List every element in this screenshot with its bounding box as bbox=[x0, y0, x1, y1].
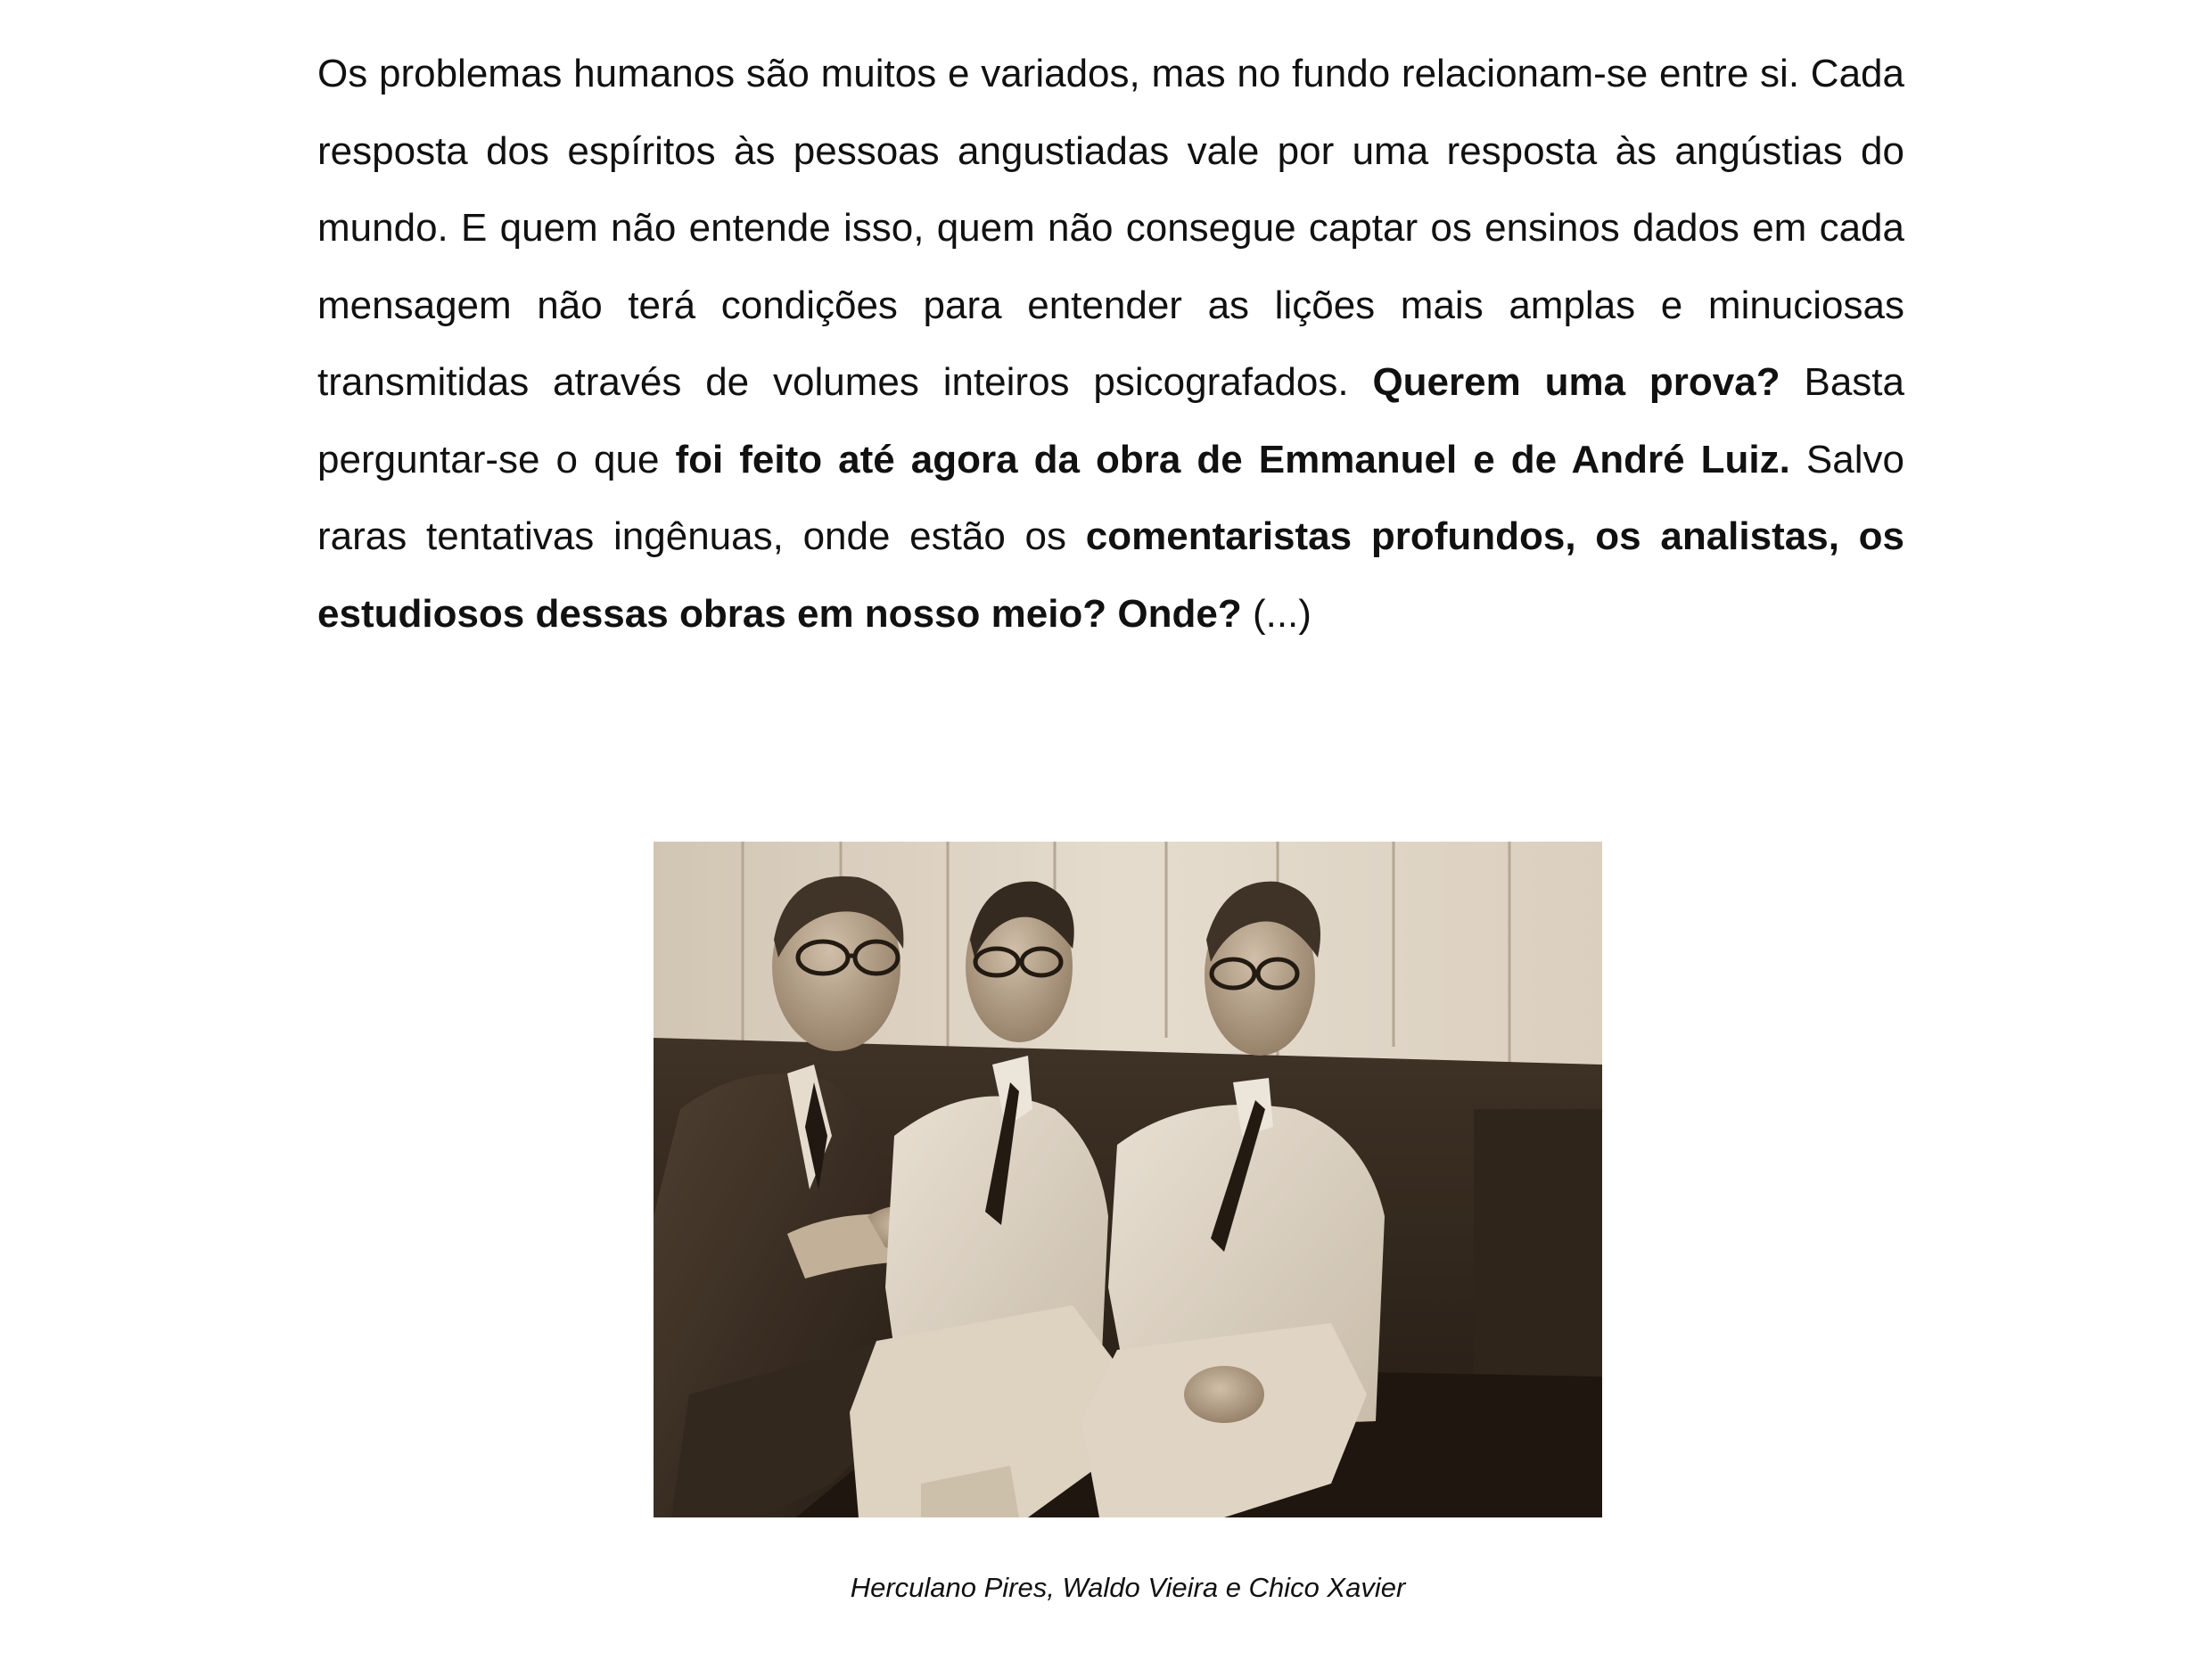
text-run: Basta perguntar-se o que bbox=[317, 360, 1904, 481]
photo-caption: Herculano Pires, Waldo Vieira e Chico Xavier bbox=[850, 1572, 1406, 1603]
text-run: Os problemas humanos são muitos e variados, mas no fundo relacionam-se entre si. Cada resposta dos espíritos às pessoas angustiadas vale por uma resposta às angústias do mundo. E quem não entende isso, quem não consegue captar os ensinos dados em cada mensagem não terá condições para entender as lições mais amplas e minuciosas transmitidas através de volumes inteiros psicografados. bbox=[317, 52, 1904, 404]
bold-text-run: Querem uma prova? bbox=[1372, 360, 1780, 404]
bold-text-run: comentaristas profundos, os analistas, os estudiosos dessas obras em nosso meio? Onde? bbox=[317, 514, 1904, 636]
body-paragraph bbox=[317, 36, 1904, 653]
text-run: (...) bbox=[1241, 591, 1312, 636]
text-run: Salvo raras tentativas ingênuas, onde estão os bbox=[317, 437, 1904, 558]
bold-text-run: foi feito até agora da obra de Emmanuel e de André Luiz. bbox=[675, 437, 1790, 481]
photograph bbox=[654, 842, 1602, 1517]
